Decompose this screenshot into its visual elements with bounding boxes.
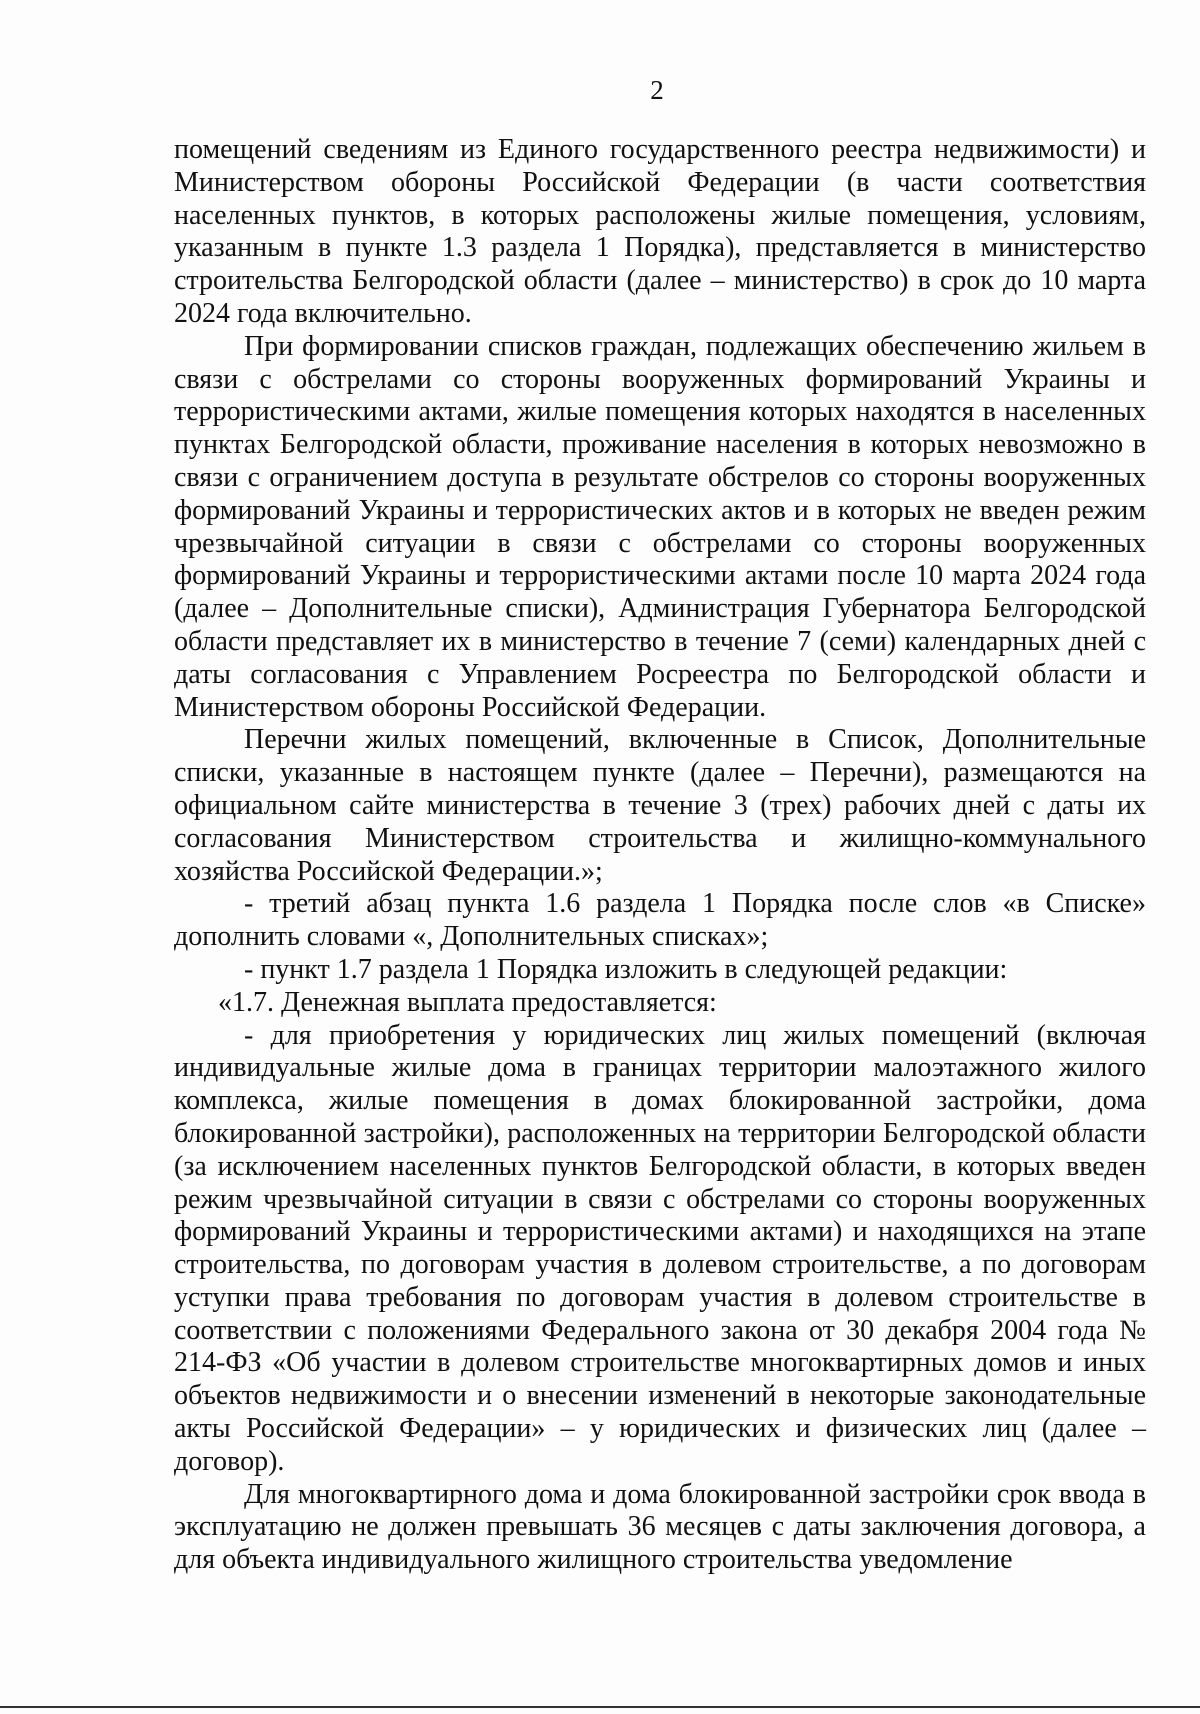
paragraph-commissioning-term: Для многоквартирного дома и дома блокированной застройки срок ввода в эксплуатацию не должен превышать 36 месяцев с даты заключения договора, а для объекта индивидуального жилищного строительства уведомление <box>174 1478 1146 1576</box>
page-bottom-edge <box>0 1706 1200 1708</box>
paragraph-lists-publication: Перечни жилых помещений, включенные в Список, Дополнительные списки, указанные в настоящем пункте (далее – Перечни), размещаются на официальном сайте министерства в течение 3 (трех) рабочих дней с даты их согласования Министерством строительства и жилищно-коммунального хозяйства Российской Федерации.»; <box>174 724 1146 887</box>
paragraph-amendment-1-7: - пункт 1.7 раздела 1 Порядка изложить в следующей редакции: <box>244 953 1008 985</box>
document-body <box>174 134 1146 1577</box>
paragraph-clause-1-7-purchase: - для приобретения у юридических лиц жилых помещений (включая индивидуальные жилые дома в границах территории малоэтажного жилого комплекса, жилые помещения в домах блокированной застройки, дома блокированной застройки), расположенных на территории Белгородской области (за исключением населенных пунктов Белгородской области, в которых введен режим чрезвычайной ситуации в связи с обстрелами со стороны вооруженных формирований Украины и террористическими актами) и находящихся на этапе строительства, по договорам участия в долевом строительстве, а по договорам уступки права требования по договорам участия в долевом строительстве в соответствии с положениями Федерального закона от 30 декабря 2004 года № 214-ФЗ «Об участии в долевом строительстве многоквартирных домов и иных объектов недвижимости и о внесении изменений в некоторые законодательные акты Российской Федерации» – у юридических и физических лиц (далее – договор). <box>174 1019 1146 1477</box>
paragraph-amendment-1-6: - третий абзац пункта 1.6 раздела 1 Порядка после слов «в Списке» дополнить словами «, Дополнительных списках»; <box>174 888 1146 953</box>
paragraph-additional-lists: При формировании списков граждан, подлежащих обеспечению жильем в связи с обстрелами со стороны вооруженных формирований Украины и террористическими актами, жилые помещения которых находятся в населенных пунктах Белгородской области, проживание населения в которых невозможно в связи с ограничением доступа в результате обстрелов со стороны вооруженных формирований Украины и террористических актов и в которых не введен режим чрезвычайной ситуации в связи с обстрелами со стороны вооруженных формирований Украины и террористическими актами после 10 марта 2024 года (далее – Дополнительные списки), Администрация Губернатора Белгородской области представляет их в министерство в течение 7 (семи) календарных дней с даты согласования с Управлением Росреестра по Белгородской области и Министерством обороны Российской Федерации. <box>174 330 1146 723</box>
paragraph-continuation: помещений сведениям из Единого государственного реестра недвижимости) и Министерством обороны Российской Федерации (в части соответствия населенных пунктов, в которых расположены жилые помещения, условиям, указанным в пункте 1.3 раздела 1 Порядка), представляется в министерство строительства Белгородской области (далее – министерство) в срок до 10 марта 2024 года включительно. <box>174 134 1146 329</box>
paragraph-clause-1-7-heading: «1.7. Денежная выплата предоставляется: <box>218 986 717 1018</box>
page-number: 2 <box>650 75 664 105</box>
